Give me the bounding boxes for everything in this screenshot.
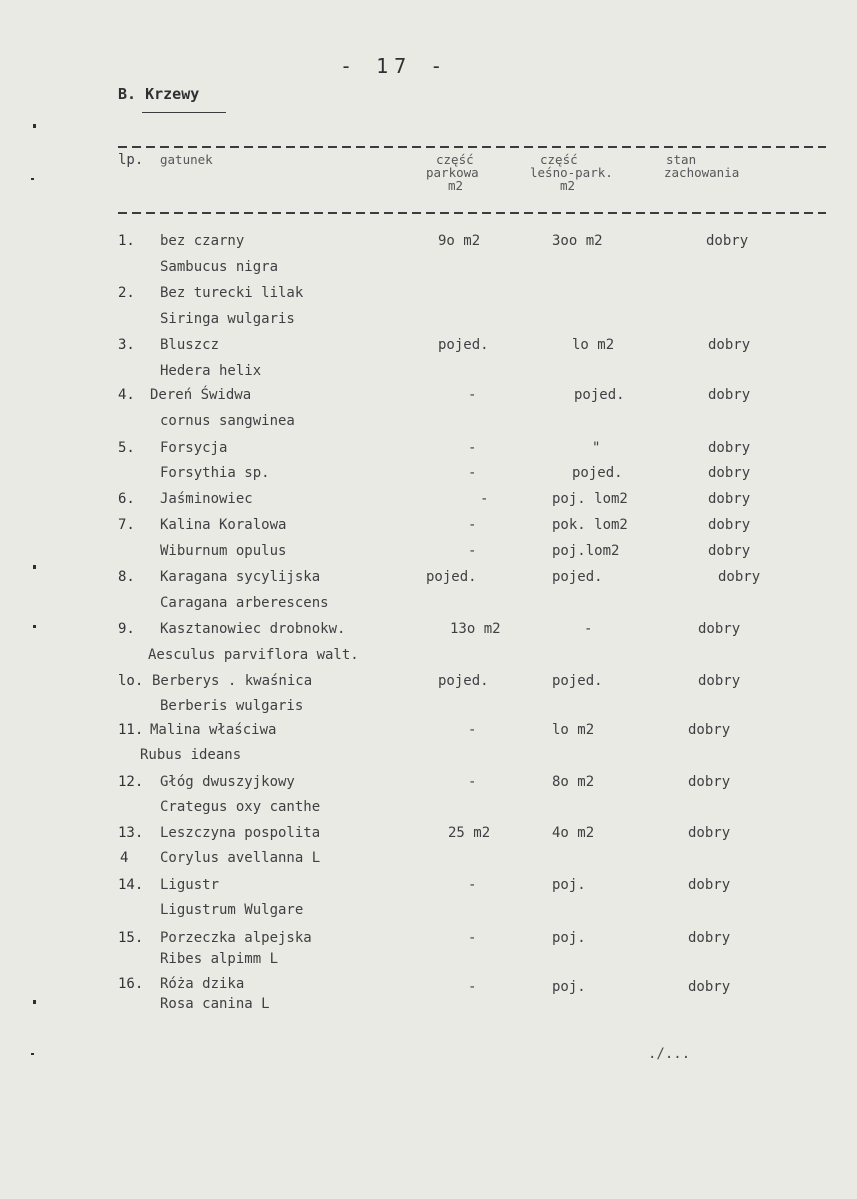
margin-mark	[31, 1053, 34, 1055]
table-top-rule	[118, 146, 826, 148]
header-lp: lp.	[118, 152, 144, 168]
margin-mark	[33, 565, 36, 569]
table-header-rule	[118, 212, 826, 214]
margin-mark	[33, 625, 36, 628]
header-species: gatunek	[160, 152, 213, 167]
section-title: B. Krzewy	[118, 85, 200, 103]
continuation-mark: ./...	[648, 1046, 691, 1062]
section-underline	[142, 112, 226, 113]
margin-mark	[33, 124, 36, 128]
margin-mark	[31, 178, 34, 180]
margin-mark	[33, 1000, 36, 1004]
page-number: - 17 -	[340, 54, 449, 78]
document-page: - 17 - B. Krzewy lp. gatunek część parkowa m2 część leśno-park. m2 stan zachowania 1. bez czarny Sambucus nigra 9o m2 3oo m2 dobry 2. Bez turecki lilak Siringa wulgaris 3. Bluszcz Hedera helix pojed. lo m2 dobry 4. Dereń Świdwa cornus sangwinea - pojed. dobry 5. Forsycja - " dobry Forsythia sp. - pojed. dobry 6. Jaśminowiec - poj. lom2 dobry 7. Kalina Koralowa - pok. lom2 dobry Wiburnum opulus - poj.lom2 dobry 8. Karagana sycylijska Caragana arberescens pojed. pojed. dobry 9. Kasztanowiec drobnokw. Aesculus parviflora walt. 13o m2 - dobry lo. Berberys . kwaśnica Berberis wulgaris pojed. pojed. dobry 11. Malina właściwa Rubus ideans - lo m2 dobry 12. Głóg dwuszyjkowy Crategus oxy canthe - 8o m2 dobry 13. Leszczyna pospolita 4 Corylus avellanna L 25 m2 4o m2 dobry 14. Ligustr Ligustrum Wulgare - poj. dobry 15. Porzeczka alpejska Ribes alpimm L - poj. dobry 16. Róża dzika Rosa canina L - poj. dobry ./...	[0, 0, 857, 1199]
